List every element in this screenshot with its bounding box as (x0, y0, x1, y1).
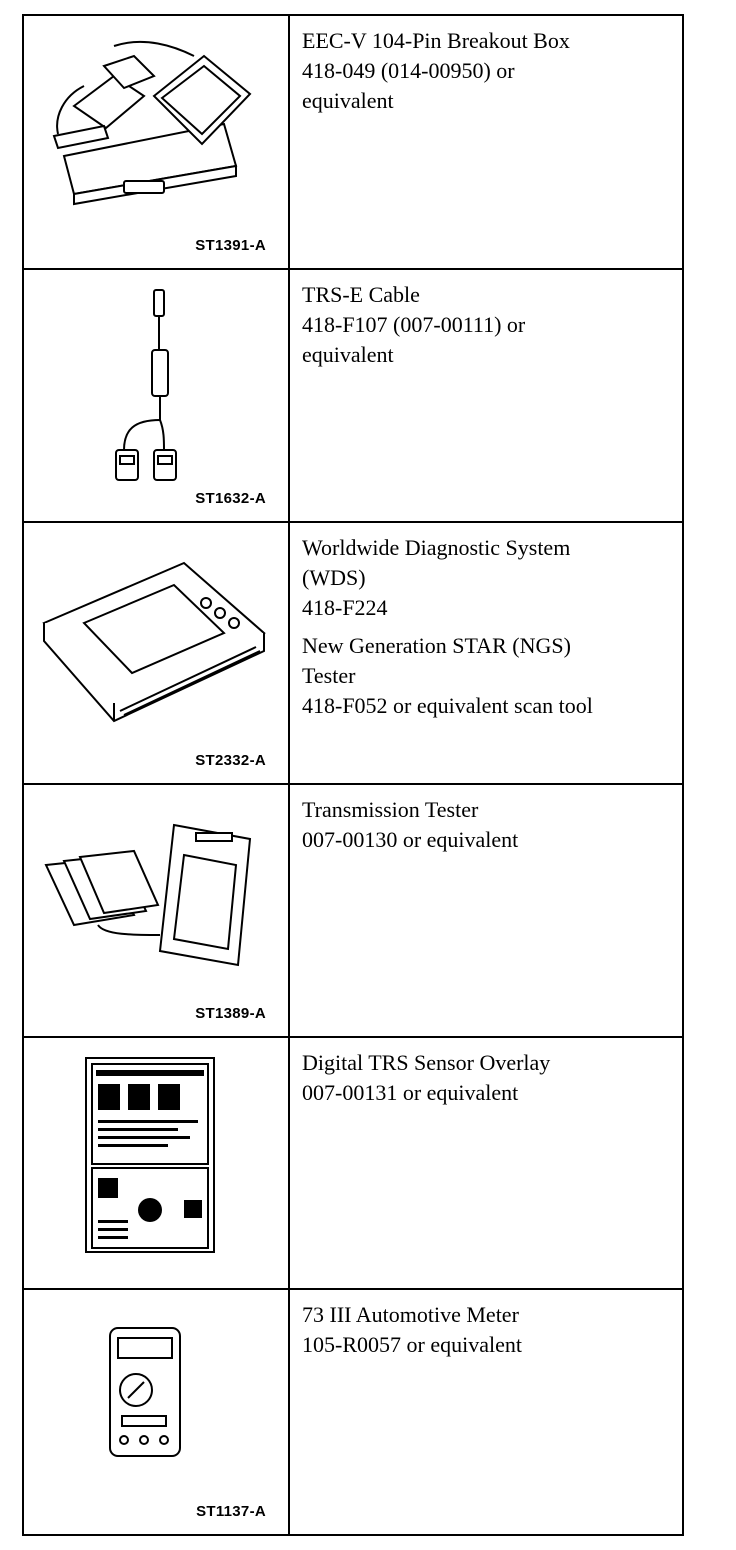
diagnostic-tablet-icon (24, 523, 288, 783)
tool-part-number: 418-049 (014-00950) or (302, 58, 515, 83)
illustration-cell (24, 1290, 290, 1534)
tool-name: EEC-V 104-Pin Breakout Box (302, 28, 570, 53)
illustration-cell (24, 1038, 290, 1288)
sensor-overlay-sheet-icon (24, 1038, 288, 1288)
tool-part-number: 007-00131 or equivalent (302, 1080, 519, 1105)
tool-part-number-alt: 418-F052 or equivalent scan tool (302, 693, 593, 718)
tool-part-number: 418-F224 (302, 595, 388, 620)
illustration-cell (24, 523, 290, 783)
tool-name-alt: New Generation STAR (NGS) (302, 633, 571, 658)
tool-part-number: 007-00130 or equivalent (302, 827, 519, 852)
figure-code: ST1391-A (195, 237, 266, 254)
description-cell (290, 1038, 682, 1288)
description-cell (290, 785, 682, 1036)
tool-equivalent-note: equivalent (302, 342, 394, 367)
multimeter-icon (24, 1290, 288, 1532)
illustration-cell (24, 16, 290, 268)
tool-row-automotive-meter (24, 1290, 682, 1534)
tool-name: 73 III Automotive Meter (302, 1302, 519, 1327)
tool-row-trs-e-cable (24, 270, 682, 523)
illustration-cell (24, 270, 290, 521)
tool-row-sensor-overlay (24, 1038, 682, 1290)
figure-code: ST1632-A (195, 490, 266, 507)
tool-name: Digital TRS Sensor Overlay (302, 1050, 551, 1075)
figure-code: ST1137-A (196, 1503, 266, 1520)
tool-equivalent-note: equivalent (302, 88, 394, 113)
transmission-tester-icon (24, 785, 288, 1036)
description-cell (290, 270, 682, 521)
special-tools-table (22, 14, 684, 1536)
tool-row-transmission-tester (24, 785, 682, 1038)
illustration-cell (24, 785, 290, 1036)
description-cell (290, 1290, 682, 1534)
tool-name: Transmission Tester (302, 797, 479, 822)
tool-name: Worldwide Diagnostic System (302, 535, 571, 560)
tool-part-number: 418-F107 (007-00111) or (302, 312, 526, 337)
cable-icon (24, 270, 288, 521)
figure-code: ST1389-A (195, 1005, 266, 1022)
tool-row-breakout-box (24, 16, 682, 270)
description-cell (290, 16, 682, 268)
tool-name: TRS-E Cable (302, 282, 420, 307)
tool-name-alt-continued: Tester (302, 663, 356, 688)
tool-row-wds-ngs (24, 523, 682, 785)
figure-code: ST2332-A (195, 752, 266, 769)
tool-name-continued: (WDS) (302, 565, 366, 590)
tool-part-number: 105-R0057 or equivalent (302, 1332, 522, 1357)
breakout-box-icon (24, 16, 288, 268)
description-cell (290, 523, 682, 783)
